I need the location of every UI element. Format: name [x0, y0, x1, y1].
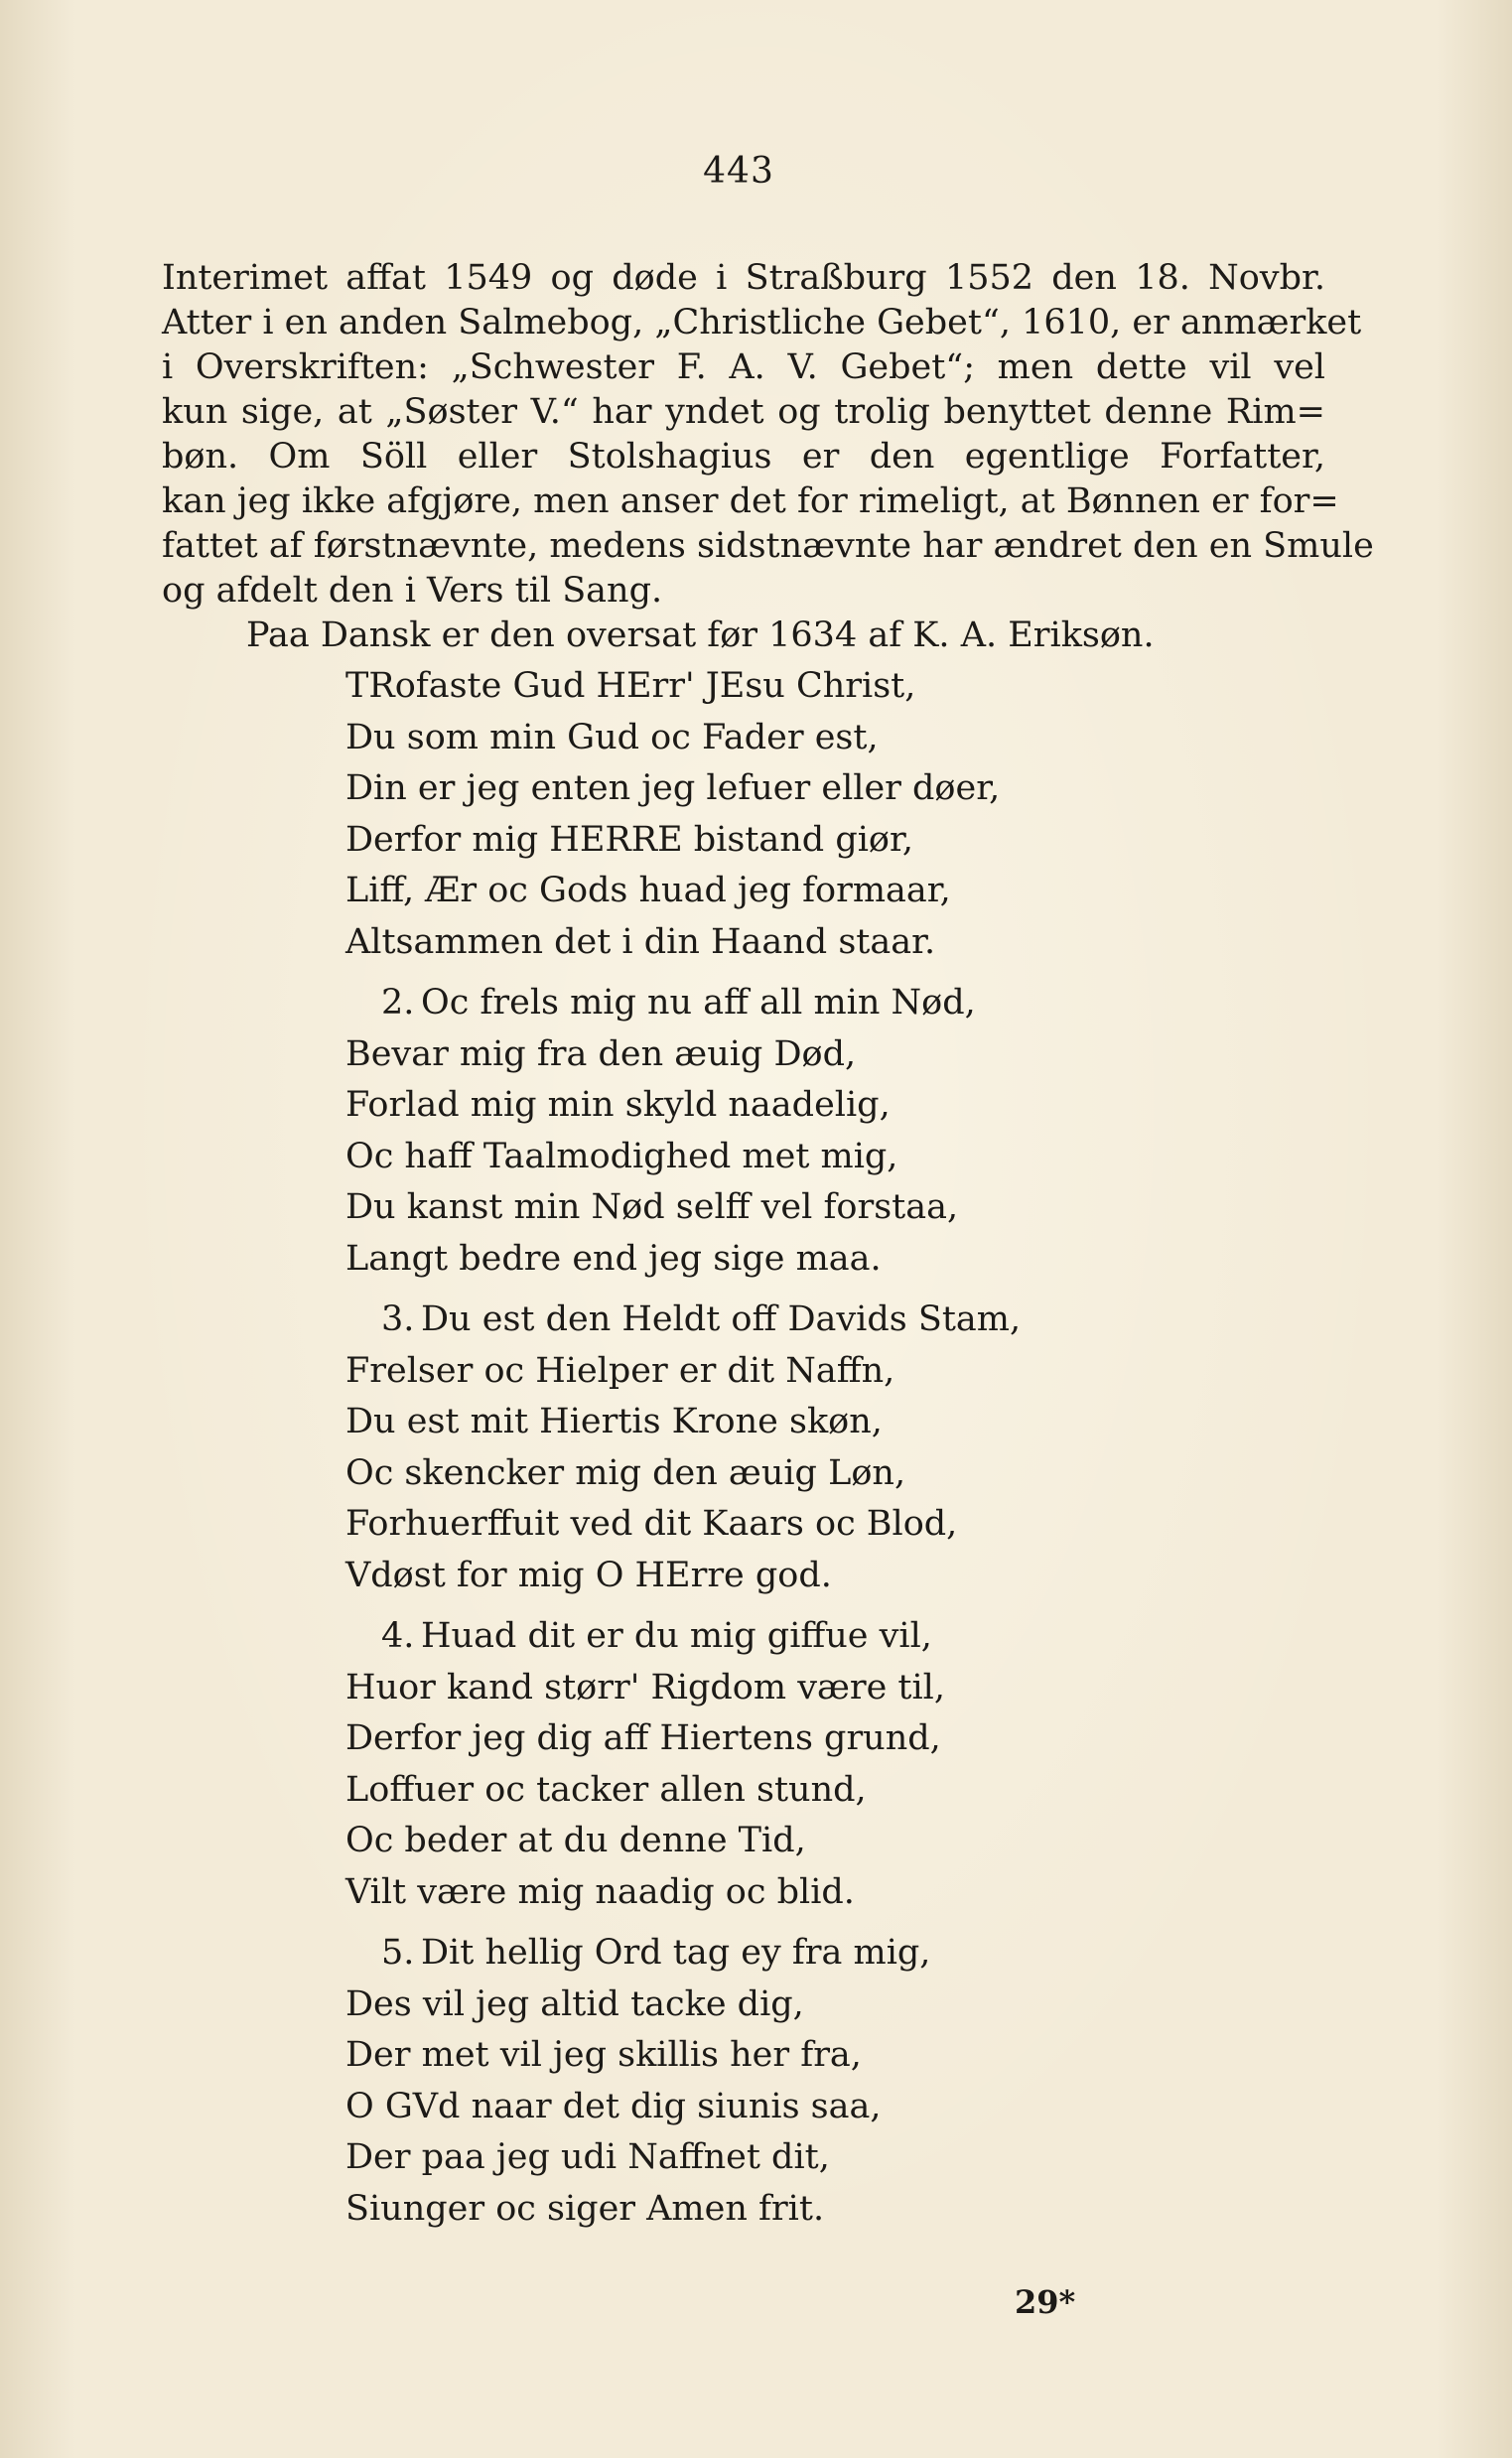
verse-line-text: Huad dit er du mig giffue vil,: [421, 1616, 932, 1656]
prose-line: kan jeg ikke afgjøre, men anser det for rimeligt, at Bønnen er for=: [162, 481, 1339, 521]
verse-line: [345, 1295, 1140, 1346]
verse-line: Oc beder at du denne Tid,: [345, 1821, 806, 1860]
verse-line: Frelser oc Hielper er dit Naffn,: [345, 1350, 895, 1391]
prose-paragraph: [162, 256, 1374, 614]
verse-line: Huor kand størr' Rigdom være til,: [345, 1667, 946, 1707]
verse-line: Din er jeg enten jeg lefuer eller døer,: [345, 768, 1001, 808]
prose-line: bøn. Om Söll eller Stolshagius er den egentlige Forfatter,: [162, 437, 1325, 477]
verse-line: Langt bedre end jeg sige maa.: [345, 1238, 882, 1279]
prose-line: i Overskriften: „Schwester F. A. V. Gebet“; men dette vil vel: [162, 347, 1325, 387]
verse-line: Bevar mig fra den æuig Død,: [345, 1033, 857, 1074]
translation-attribution: Paa Dansk er den oversat før 1634 af K. A. Eriksøn.: [246, 615, 1155, 655]
verse-line: Des vil jeg altid tacke dig,: [345, 1983, 804, 2024]
page-number: 443: [703, 151, 774, 192]
verse-line: Oc skencker mig den æuig Løn,: [345, 1452, 906, 1493]
verse-1: [345, 661, 1140, 968]
verse-line: Loffuer oc tacker allen stund,: [345, 1769, 867, 1810]
verse-line: Vdøst for mig O HErre god.: [345, 1555, 832, 1595]
verse-3: [345, 1295, 1140, 1601]
verse-line-text: Oc frels mig nu aff all min Nød,: [421, 983, 976, 1023]
verse-2: [345, 978, 1140, 1285]
verse-number: 3.: [381, 1299, 415, 1339]
verse-line: [345, 1928, 1140, 1980]
verse-line: Vilt være mig naadig oc blid.: [345, 1871, 855, 1912]
verse-line: Oc haff Taalmodighed met mig,: [345, 1136, 898, 1176]
hymn-text: [345, 661, 1140, 2245]
verse-line: Der paa jeg udi Naffnet dit,: [345, 2137, 830, 2177]
verse-number: 2.: [381, 983, 415, 1023]
verse-line: Du kanst min Nød selff vel forstaa,: [345, 1187, 959, 1227]
prose-line: fattet af førstnævnte, medens sidstnævnte har ændret den en Smule: [162, 526, 1374, 566]
verse-number: 4.: [381, 1616, 415, 1656]
verse-line: Forlad mig min skyld naadelig,: [345, 1085, 891, 1125]
verse-line: [345, 1611, 1140, 1663]
prose-line: kun sige, at „Søster V.“ har yndet og trolig benyttet denne Rim=: [162, 392, 1325, 432]
printer-signature-mark: 29*: [1015, 2283, 1076, 2321]
verse-line: Der met vil jeg skillis her fra,: [345, 2035, 862, 2075]
verse-line: Du som min Gud oc Fader est,: [345, 717, 879, 757]
verse-line: Derfor jeg dig aff Hiertens grund,: [345, 1718, 941, 1758]
verse-5: [345, 1928, 1140, 2235]
verse-line-text: Dit hellig Ord tag ey fra mig,: [421, 1933, 931, 1973]
verse-line: [345, 978, 1140, 1029]
verse-line: TRofaste Gud HErr' JEsu Christ,: [345, 666, 916, 706]
verse-line-text: Du est den Heldt off Davids Stam,: [421, 1299, 1022, 1339]
verse-number: 5.: [381, 1933, 415, 1973]
verse-line: Siunger oc siger Amen frit.: [345, 2188, 825, 2229]
verse-line: Forhuerffuit ved dit Kaars oc Blod,: [345, 1504, 958, 1544]
verse-line: Liff, Ær oc Gods huad jeg formaar,: [345, 871, 951, 910]
verse-line: Du est mit Hiertis Krone skøn,: [345, 1402, 883, 1441]
prose-line: Interimet affat 1549 og døde i Straßburg 1552 den 18. Novbr.: [162, 258, 1325, 298]
verse-line: O GVd naar det dig siunis saa,: [345, 2086, 882, 2126]
verse-4: [345, 1611, 1140, 1918]
prose-line: og afdelt den i Vers til Sang.: [162, 571, 663, 611]
verse-line: Derfor mig HERRE bistand giør,: [345, 819, 913, 860]
prose-line: Atter i en anden Salmebog, „Christliche Gebet“, 1610, er anmærket: [162, 303, 1362, 342]
verse-line: Altsammen det i din Haand staar.: [345, 921, 936, 962]
